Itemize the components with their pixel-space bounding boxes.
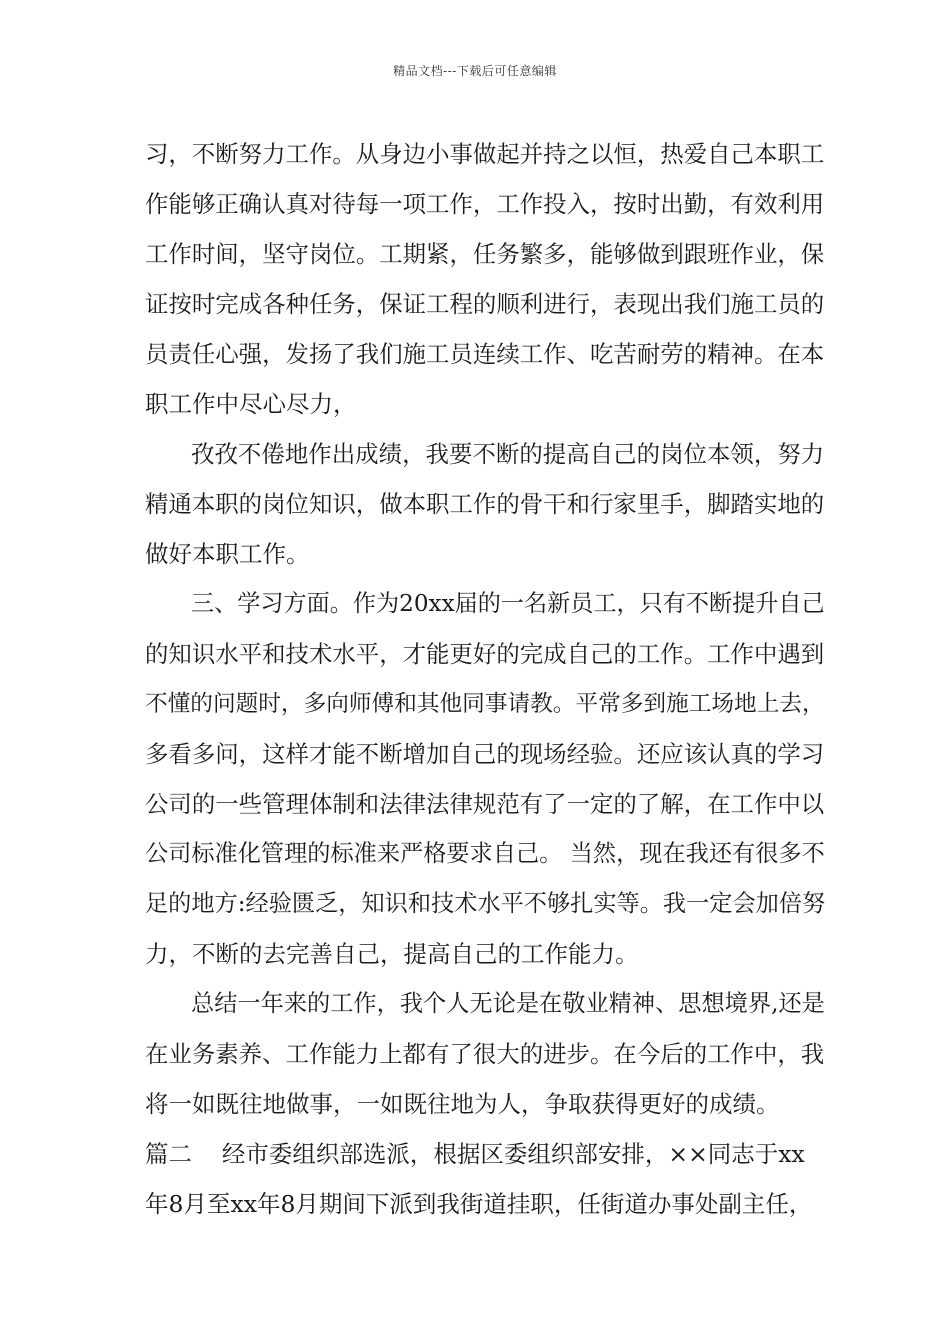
text-line: 的知识水平和技术水平，才能更好的完成自己的工作。工作中遇到: [145, 640, 825, 668]
text-line: 习，不断努力工作。从身边小事做起并持之以恒，热爱自己本职工: [145, 140, 825, 168]
text-line: 证按时完成各种任务，保证工程的顺利进行，表现出我们施工员的: [145, 290, 825, 318]
text-line: 精通本职的岗位知识，做本职工作的骨干和行家里手，脚踏实地的: [145, 490, 825, 518]
document-body: [145, 129, 825, 1229]
text-line: 总结一年来的工作，我个人无论是在敬业精神、思想境界,还是: [191, 990, 825, 1017]
text-line: 年8月至xx年8月期间下派到我街道挂职，任街道办事处副主任，: [145, 1190, 813, 1218]
text-line: 做好本职工作。: [145, 540, 310, 568]
text-line: 篇二 经市委组织部选派，根据区委组织部安排，××同志于xx: [145, 1140, 805, 1168]
text-line: 多看多问，这样才能不断增加自己的现场经验。还应该认真的学习: [145, 740, 825, 768]
text-line: 员责任心强，发扬了我们施工员连续工作、吃苦耐劳的精神。在本: [145, 340, 825, 368]
text-line: 不懂的问题时，多向师傅和其他同事请教。平常多到施工场地上去，: [145, 691, 825, 717]
text-line: 公司的一些管理体制和法律法律规范有了一定的了解，在工作中以: [145, 790, 825, 818]
text-line: 在业务素养、工作能力上都有了很大的进步。在今后的工作中，我: [145, 1040, 825, 1068]
text-line: 足的地方:经验匮乏，知识和技术水平不够扎实等。我一定会加倍努: [145, 890, 826, 917]
text-line: 孜孜不倦地作出成绩，我要不断的提高自己的岗位本领，努力: [191, 440, 825, 468]
text-line: 工作时间，坚守岗位。工期紧，任务繁多，能够做到跟班作业，保: [145, 240, 825, 268]
text-line: 将一如既往地做事，一如既往地为人，争取获得更好的成绩。: [145, 1090, 780, 1118]
text-line: 作能够正确认真对待每一项工作，工作投入，按时出勤，有效利用: [145, 190, 825, 218]
text-line: 力，不断的去完善自己，提高自己的工作能力。: [145, 940, 639, 968]
text-line: 职工作中尽心尽力，: [145, 390, 357, 418]
text-line: 公司标准化管理的标准来严格要求自己。 当然，现在我还有很多不: [145, 840, 825, 867]
page-header: 精品文档---下载后可任意编辑: [393, 64, 557, 78]
text-line: 三、学习方面。作为20xx届的一名新员工，只有不断提升自己: [191, 591, 825, 617]
